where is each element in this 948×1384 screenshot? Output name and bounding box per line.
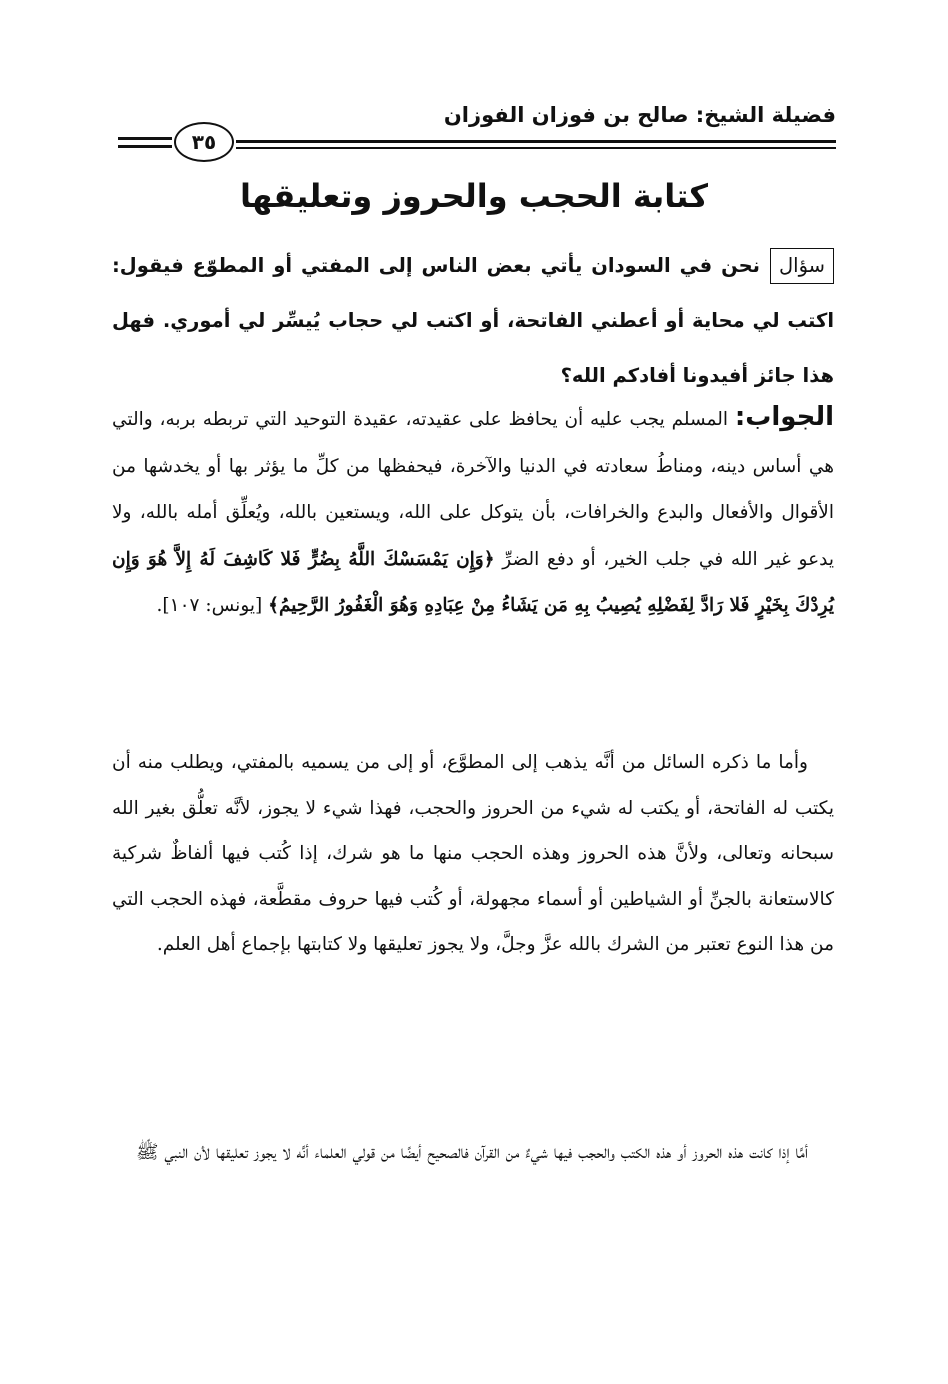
side-bar: [118, 145, 172, 148]
header-rule-thick: [236, 140, 836, 143]
answer-text: المسلم يجب عليه أن يحافظ على عقيدته، عقيدة التوحيد التي تربطه بربه، والتي هي أساس دينه، ومناطُ سعادته في الدنيا والآخرة، فيحفظها من كلِّ ما يؤثر بها أو يخدشها من الأقوال والأفعال والبدع والخرافات، بأن يتوكل على الله، ويستعين بالله، ويُعلِّق أمله بالله، ولا يدعو غير الله في جلب الخير، أو دفع الضرِّ: [112, 409, 834, 570]
question-text: نحن في السودان يأتي بعض الناس إلى المفتي أو المطوّع فيقول: اكتب لي محاية أو أعطني الفاتحة، أو اكتب لي حجاب يُيسِّر لي أموري. فهل هذا جائز أفيدونا أفادكم الله؟: [112, 254, 834, 387]
header-title: فضيلة الشيخ: صالح بن فوزان الفوزان: [443, 103, 836, 127]
question-label: سؤال: [770, 248, 834, 284]
quran-verse: ﴿وَإِن يَمْسَسْكَ اللَّهُ بِضُرٍّ فَلا كَاشِفَ لَهُ إِلاَّ هُوَ وَإِن يُرِدْكَ بِخَيْرٍ فَلا رَادَّ لِفَضْلِهِ يُصِيبُ بِهِ مَن يَشَاءُ مِنْ عِبَادِهِ وَهُوَ الْغَفُورُ الرَّحِيمُ﴾: [112, 548, 834, 616]
verse-citation: [يونس: ١٠٧].: [156, 595, 263, 616]
chapter-title: كتابة الحجب والحروز وتعليقها: [240, 177, 708, 215]
answer-block: [112, 394, 834, 630]
header-rule-thin: [236, 147, 836, 149]
question-block: [112, 238, 834, 403]
running-header: [118, 100, 836, 180]
paragraph: وأما ما ذكره السائل من أنَّه يذهب إلى المطوَّع، أو إلى من يسميه بالمفتي، ويطلب منه أن يكتب له الفاتحة، أو يكتب له شيء من الحروز والحجب، فهذا شيء لا يجوز، لأنَّه تعلُّق بغير الله سبحانه وتعالى، ولأنَّ هذه الحروز وهذه الحجب منها ما هو شرك، إذا كُتب فيها ألفاظٌ شركية كالاستعانة بالجنِّ أو الشياطين أو أسماء مجهولة، أو كُتب فيها حروف مقطَّعة، فهذه الحجب التي من هذا النوع تعتبر من الشرك بالله عزَّ وجلَّ، ولا يجوز تعليقها ولا كتابتها بإجماع أهل العلم.: [112, 752, 834, 955]
side-bar: [118, 137, 172, 140]
answer-label: الجواب:: [734, 402, 834, 432]
page-number: ٣٥: [174, 122, 234, 162]
paragraph: أمَّا إذا كانت هذه الحروز أو هذه الكتب والحجب فيها شيءٌ من القرآن فالصحيح أيضًا من قولي العلماء أنَّه لا يجوز تعليقها لأن النبي ﷺ: [136, 1142, 808, 1163]
header-side-bars: [118, 137, 172, 153]
